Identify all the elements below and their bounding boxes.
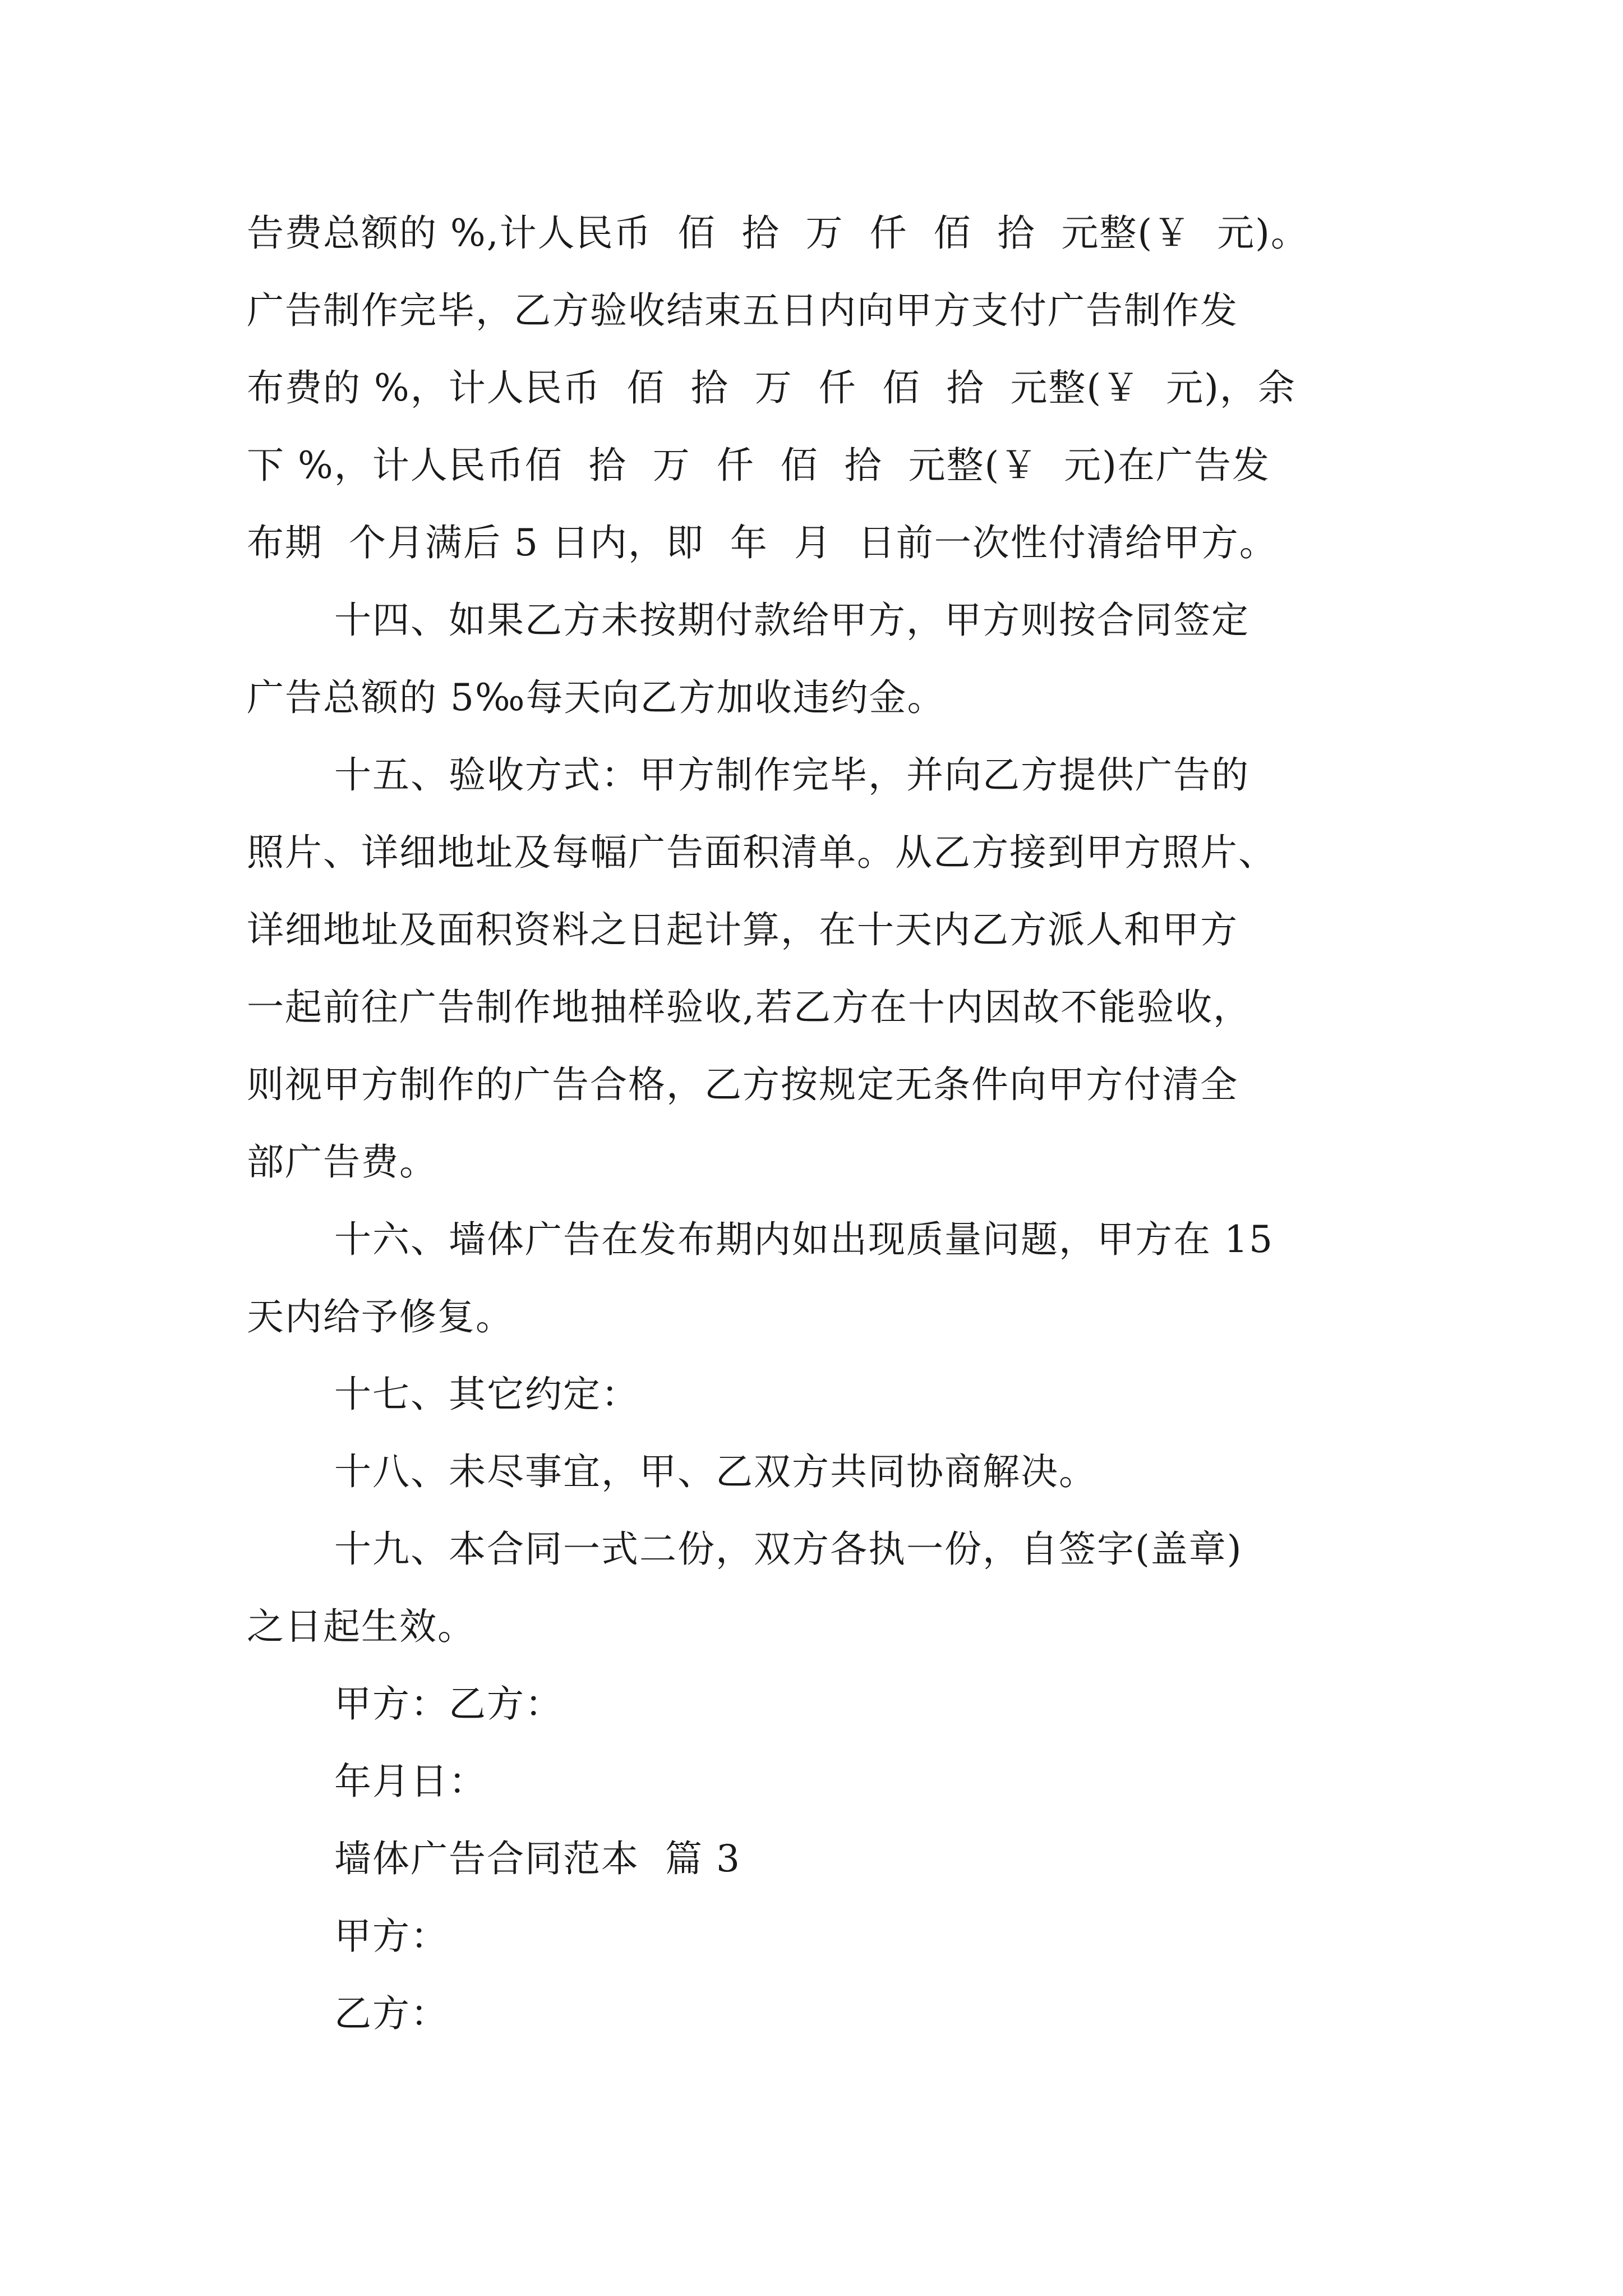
text-line: 一起前往广告制作地抽样验收,若乙方在十内因故不能验收，: [247, 986, 1251, 1029]
signature-date: 年月日：: [334, 1760, 487, 1803]
party-a-label: 甲方：: [334, 1915, 449, 1958]
text-line: 广告制作完毕，乙方验收结束五日内向甲方支付广告制作发: [247, 289, 1238, 332]
text-line: 下 %，计人民币佰 拾 万 仟 佰 拾 元整(￥ 元)在广告发: [247, 444, 1270, 487]
text-line: 则视甲方制作的广告合格，乙方按规定无条件向甲方付清全: [247, 1063, 1238, 1106]
text-line: 广告总额的 5‰每天向乙方加收违约金。: [247, 676, 946, 719]
paragraph-heading: 十八、未尽事宜，甲、乙双方共同协商解决。: [334, 1450, 1097, 1493]
text-line: 部广告费。: [247, 1140, 437, 1184]
text-line: 天内给予修复。: [247, 1295, 514, 1338]
text-line: 布费的 %，计人民币 佰 拾 万 仟 佰 拾 元整(￥ 元)，余: [247, 366, 1296, 409]
paragraph-heading: 十七、其它约定：: [334, 1373, 639, 1416]
paragraph-heading: 十四、如果乙方未按期付款给甲方，甲方则按合同签定: [334, 599, 1249, 642]
text-line: 详细地址及面积资料之日起计算，在十天内乙方派人和甲方: [247, 908, 1238, 951]
party-b-label: 乙方：: [334, 1992, 449, 2035]
section-title: 墙体广告合同范本 篇 3: [334, 1837, 741, 1880]
paragraph-heading: 十五、验收方式：甲方制作完毕，并向乙方提供广告的: [334, 753, 1249, 797]
text-line: 告费总额的 %,计人民币 佰 拾 万 仟 佰 拾 元整(￥ 元)。: [247, 211, 1309, 255]
text-line: 照片、详细地址及每幅广告面积清单。从乙方接到甲方照片、: [247, 831, 1276, 874]
text-line: 之日起生效。: [247, 1605, 476, 1648]
signature-parties: 甲方：乙方：: [334, 1682, 563, 1726]
paragraph-heading: 十九、本合同一式二份，双方各执一份，自签字(盖章): [334, 1527, 1243, 1571]
paragraph-heading: 十六、墙体广告在发布期内如出现质量问题，甲方在 15: [334, 1218, 1274, 1261]
text-line: 布期 个月满后 5 日内，即 年 月 日前一次性付清给甲方。: [247, 521, 1278, 564]
